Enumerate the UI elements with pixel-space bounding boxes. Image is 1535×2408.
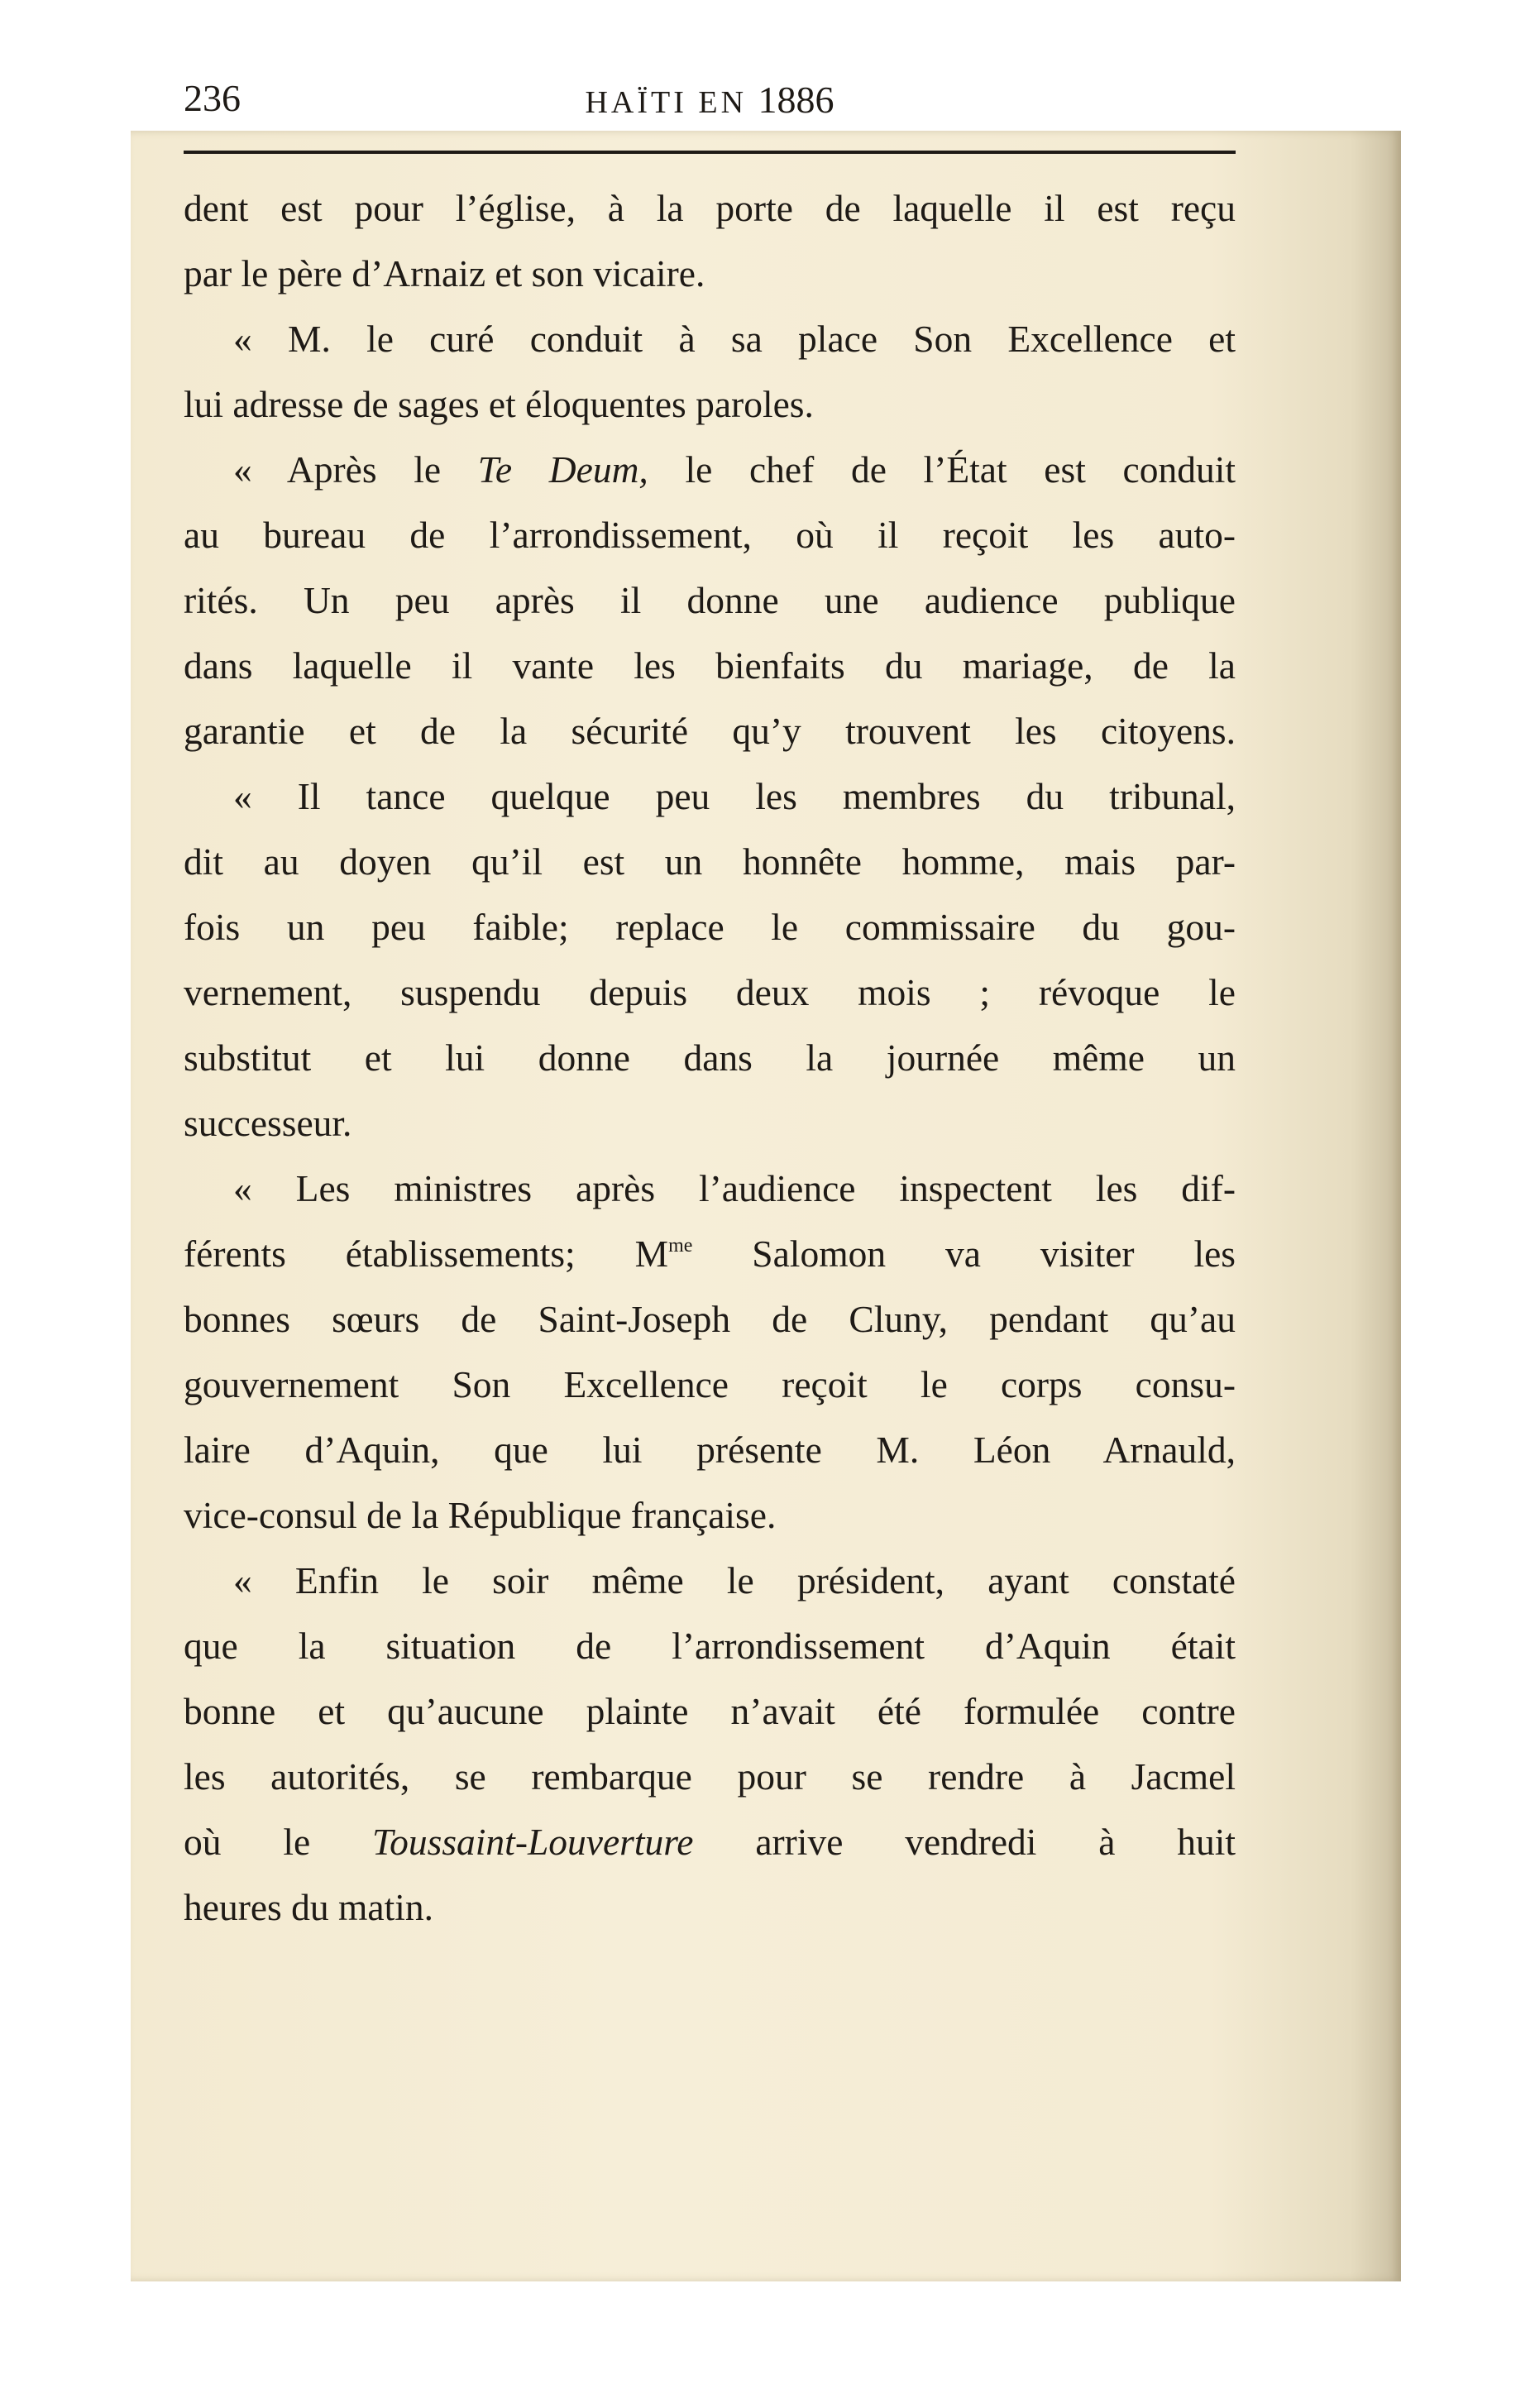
text-line: vernement, suspendu depuis deux mois ; révoque le <box>184 971 1236 1013</box>
text-line: au bureau de l’arrondissement, où il reçoit les auto- <box>184 514 1236 556</box>
text-line: « M. le curé conduit à sa place Son Excellence et <box>233 318 1236 360</box>
italic-text: Toussaint-Louverture <box>372 1821 694 1863</box>
text-line: que la situation de l’arrondissement d’Aquin était <box>184 1625 1236 1667</box>
text-line: dent est pour l’église, à la porte de laquelle il est reçu <box>184 187 1236 229</box>
text-line: dans laquelle il vante les bienfaits du mariage, de la <box>184 644 1236 687</box>
text-line: bonnes sœurs de Saint-Joseph de Cluny, pendant qu’au <box>184 1298 1236 1340</box>
text-line: dit au doyen qu’il est un honnête homme, mais par- <box>184 840 1236 883</box>
page-number: 236 <box>184 77 241 119</box>
text-line: les autorités, se rembarque pour se rendre à Jacmel <box>184 1755 1236 1798</box>
page-header <box>184 76 1236 134</box>
text-line: « Les ministres après l’audience inspectent les dif- <box>233 1167 1236 1209</box>
text-line: laire d’Aquin, que lui présente M. Léon Arnauld, <box>184 1429 1236 1471</box>
text-line <box>184 1809 1236 1874</box>
text-line: substitut et lui donne dans la journée même un <box>184 1036 1236 1079</box>
text-line: « Il tance quelque peu les membres du tribunal, <box>233 775 1236 817</box>
text-line: par le père d’Arnaiz et son vicaire. <box>184 252 705 294</box>
text-segment: « Après le <box>233 448 442 491</box>
text-line <box>184 437 1236 502</box>
text-segment: Salomon va visiter les <box>752 1233 1236 1275</box>
running-title-year: 1886 <box>758 79 834 121</box>
text-line: fois un peu faible; replace le commissaire du gou- <box>184 906 1236 948</box>
text-line: gouvernement Son Excellence reçoit le corps consu- <box>184 1363 1236 1405</box>
text-segment: le chef de l’État est conduit <box>685 448 1236 491</box>
italic-text: Te Deum, <box>477 448 648 491</box>
text-line: bonne et qu’aucune plainte n’avait été formulée contre <box>184 1690 1236 1732</box>
text-line <box>184 1221 1236 1286</box>
running-title <box>184 78 1236 122</box>
text-segment: férents établissements; M <box>184 1233 669 1275</box>
text-segment: où le <box>184 1821 311 1863</box>
text-line: successeur. <box>184 1102 352 1144</box>
text-line: « Enfin le soir même le président, ayant constaté <box>233 1559 1236 1601</box>
text-line: heures du matin. <box>184 1886 433 1928</box>
header-rule <box>184 151 1236 154</box>
text-line: rités. Un peu après il donne une audience publique <box>184 579 1236 621</box>
superscript-abbreviation: me <box>668 1235 693 1257</box>
running-title-main: HAÏTI EN <box>585 85 748 120</box>
body-text <box>184 175 1236 1940</box>
text-line: vice-consul de la République française. <box>184 1494 777 1536</box>
text-segment: arrive vendredi à huit <box>755 1821 1236 1863</box>
text-line: lui adresse de sages et éloquentes paroles. <box>184 383 814 425</box>
text-line: garantie et de la sécurité qu’y trouvent les citoyens. <box>184 710 1236 752</box>
